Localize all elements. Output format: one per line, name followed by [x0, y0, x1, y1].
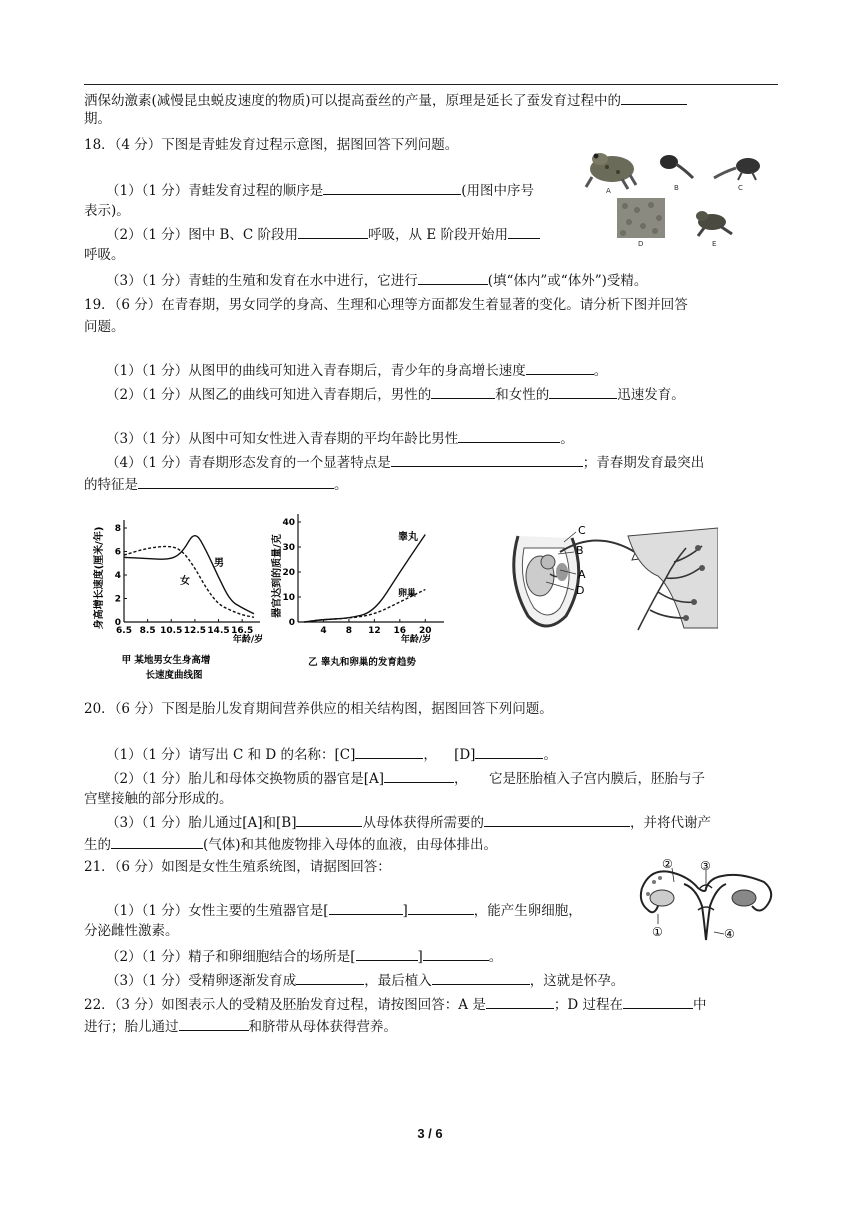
x-tick-label: 4: [320, 626, 327, 636]
uterus-label-4: ④: [724, 927, 735, 941]
q19-4-cont: 的特征是 。: [84, 474, 348, 494]
answer-blank[interactable]: [486, 994, 554, 1009]
uterus-label-1: ①: [652, 925, 663, 939]
y-tick-label: 2: [114, 594, 121, 605]
q21-3: （3）（1 分）受精卵逐渐发育成 ，最后植入 ，这就是怀孕。: [106, 970, 624, 990]
x-tick-label: 20: [419, 626, 432, 636]
frog-label-e: E: [712, 240, 717, 248]
frog-stage-b-image: [655, 148, 697, 184]
header-rule: [84, 84, 778, 85]
answer-blank[interactable]: [408, 900, 474, 915]
chart-jia-series-male: [124, 536, 254, 614]
answer-blank[interactable]: [549, 384, 617, 399]
q18-1: （1）（1 分）青蛙发育过程的顺序是 (用图中序号: [106, 180, 534, 200]
answer-blank[interactable]: [432, 970, 530, 985]
q21-stem: 21．（6 分）如图是女性生殖系统图，请据图回答：: [84, 859, 391, 875]
frog-label-a: A: [606, 187, 611, 195]
female-reproductive-diagram: [636, 858, 776, 944]
x-tick-label: 10.5: [160, 626, 183, 636]
frog-label-c: C: [738, 184, 743, 192]
y-tick-label: 8: [114, 524, 121, 534]
y-tick-label: 0: [114, 618, 121, 628]
answer-blank[interactable]: [526, 360, 594, 375]
fetus-label-a: A: [578, 568, 586, 581]
answer-blank[interactable]: [391, 452, 583, 467]
q20-3-cont: 生的 (气体)和其他废物排入母体的血液，由母体排出。: [84, 834, 497, 854]
y-tick-label: 20: [282, 568, 295, 578]
fetus-label-b: B: [576, 544, 584, 557]
x-tick-label: 8.5: [139, 626, 156, 636]
x-tick-label: 6.5: [116, 626, 132, 636]
uterus-label-2: ②: [662, 858, 673, 871]
q20-1: （1）（1 分）请写出 C 和 D 的名称：[C] ， [D] 。: [106, 744, 557, 764]
answer-blank[interactable]: [475, 744, 543, 759]
answer-blank[interactable]: [329, 900, 403, 915]
q18-2-cont: 呼吸。: [84, 247, 125, 263]
q20-stem: 20．（6 分）下图是胎儿发育期间营养供应的相关结构图，据图回答下列问题。: [84, 701, 553, 717]
chart-jia-caption-2: 长速度曲线图: [145, 670, 203, 681]
q19-3: （3）（1 分）从图中可知女性进入青春期的平均年龄比男性 。: [106, 428, 574, 448]
chart-yi-label-testis: 睾丸: [398, 532, 418, 543]
frog-label-b: B: [674, 184, 679, 192]
answer-blank[interactable]: [296, 812, 362, 827]
y-tick-label: 0: [288, 618, 295, 628]
q18-2: （2）（1 分）图中 B、C 阶段用 呼吸，从 E 阶段开始用: [106, 224, 540, 244]
chart-jia-xlabel: 年龄/岁: [232, 635, 264, 645]
answer-blank[interactable]: [423, 946, 489, 961]
q20-3: （3）（1 分）胎儿通过[A]和[B] 从母体获得所需要的 ，并将代谢产: [106, 812, 711, 832]
frog-stage-d-image: [617, 198, 665, 238]
y-tick-label: 10: [282, 593, 295, 603]
x-tick-label: 12: [368, 626, 381, 636]
fetus-label-d: D: [576, 584, 585, 597]
answer-blank[interactable]: [458, 428, 560, 443]
q19-1: （1）（1 分）从图甲的曲线可知进入青春期后，青少年的身高增长速度 。: [106, 360, 607, 380]
answer-blank[interactable]: [431, 384, 495, 399]
chart-yi-xlabel: 年龄/岁: [400, 635, 432, 645]
q21-1-cont: 分泌雌性激素。: [84, 923, 179, 939]
q18-3: （3）（1 分）青蛙的生殖和发育在水中进行，它进行 (填“体内”或“体外”)受精。: [106, 270, 647, 290]
chart-jia-caption: 甲 某地男女生身高增: [121, 655, 211, 666]
y-tick-label: 4: [114, 571, 121, 581]
chart-jia-label-female: 女: [180, 576, 190, 587]
chart-jia: [88, 510, 268, 686]
answer-blank[interactable]: [179, 1016, 249, 1031]
q19-stem: 19．（6 分）在青春期，男女同学的身高、生理和心理等方面都发生着显著的变化。请分析下图并回答: [84, 297, 688, 313]
fetus-label-c: C: [578, 524, 586, 537]
chart-jia-label-male: 男: [214, 558, 224, 569]
answer-blank[interactable]: [484, 812, 630, 827]
chart-yi-ylabel: 器官达到的质量/克: [272, 534, 283, 618]
q20-2-cont: 宫壁接触的部分形成的。: [84, 791, 233, 807]
q19-stem-cont: 问题。: [84, 319, 125, 335]
frog-stage-a-image: [582, 145, 638, 191]
uterus-label-3: ③: [700, 859, 711, 873]
answer-blank[interactable]: [355, 744, 423, 759]
chart-yi-caption: 乙 睾丸和卵巢的发育趋势: [308, 657, 416, 668]
x-tick-label: 8: [345, 626, 353, 636]
chart-jia-ylabel: 身高增长速度(厘米/年): [94, 526, 105, 630]
y-tick-label: 40: [282, 518, 295, 528]
q19-2: （2）（1 分）从图乙的曲线可知进入青春期后，男性的 和女性的 迅速发育。: [106, 384, 685, 404]
q21-2: （2）（1 分）精子和卵细胞结合的场所是[ ] 。: [106, 946, 502, 966]
fetus-placenta-diagram: [488, 518, 718, 638]
answer-blank[interactable]: [296, 970, 364, 985]
q22-stem: 22．（3 分）如图表示人的受精及胚胎发育过程，请按图回答：A 是 ；D 过程在 中: [84, 994, 706, 1014]
y-tick-label: 6: [114, 547, 121, 558]
frog-stage-c-image: [712, 146, 768, 186]
chart-yi: [268, 510, 448, 686]
page-number: 3 / 6: [417, 1126, 443, 1141]
chart-yi-label-ovary: 卵巢: [398, 589, 417, 599]
q22-stem-cont: 进行；胎儿通过 和脐带从母体获得营养。: [84, 1016, 397, 1036]
q18-1-cont: 表示)。: [84, 203, 130, 219]
x-tick-label: 14.5: [207, 626, 230, 636]
frog-stage-e-image: [690, 206, 736, 238]
q21-1: （1）（1 分）女性主要的生殖器官是[ ] ，能产生卵细胞，: [106, 900, 582, 920]
chart-yi-series-testis: [304, 535, 425, 623]
answer-blank[interactable]: [508, 224, 540, 239]
answer-blank[interactable]: [621, 90, 687, 105]
y-tick-label: 30: [282, 543, 295, 553]
x-tick-label: 16.5: [231, 626, 254, 636]
answer-blank[interactable]: [323, 180, 461, 195]
answer-blank[interactable]: [418, 270, 488, 285]
q17-cont-line: 洒保幼激素(减慢昆虫蜕皮速度的物质)可以提高蚕丝的产量，原理是延长了蚕发育过程中的: [84, 90, 687, 110]
answer-blank[interactable]: [138, 474, 334, 489]
answer-blank[interactable]: [356, 946, 418, 961]
q19-4: （4）（1 分）青春期形态发育的一个显著特点是 ；青春期发育最突出: [106, 452, 704, 472]
q18-stem: 18．（4 分）下图是青蛙发育过程示意图，据图回答下列问题。: [84, 137, 459, 153]
answer-blank[interactable]: [623, 994, 693, 1009]
q17-cont-end: 期。: [84, 111, 111, 127]
x-tick-label: 16: [393, 626, 407, 636]
frog-label-d: D: [638, 240, 644, 248]
answer-blank[interactable]: [111, 834, 203, 849]
answer-blank[interactable]: [384, 768, 454, 783]
x-tick-label: 12.5: [183, 626, 207, 636]
answer-blank[interactable]: [298, 224, 368, 239]
q20-2: （2）（1 分）胎儿和母体交换物质的器官是[A] ， 它是胚胎植入子宫内膜后，胚胎与子: [106, 768, 705, 788]
